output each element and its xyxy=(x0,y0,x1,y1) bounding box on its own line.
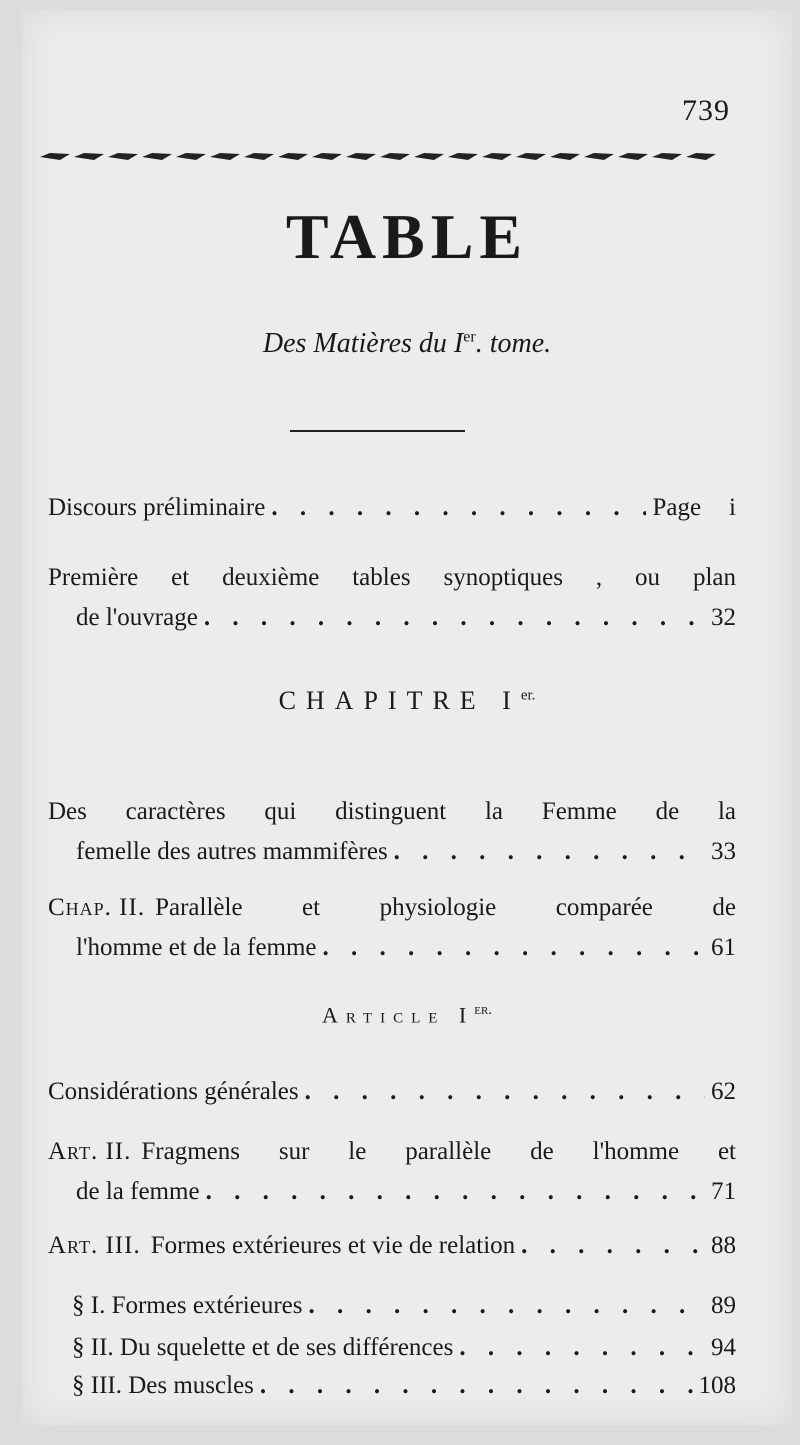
toc-entry-considerations xyxy=(48,1072,736,1112)
dot-leader xyxy=(204,598,705,638)
entry-prefix: Art. III. xyxy=(48,1232,141,1259)
entry-text: § I. Formes extérieures xyxy=(72,1292,303,1319)
entry-page: 61 xyxy=(711,934,736,961)
toc-entry-caracteres xyxy=(48,792,736,872)
entry-page: 88 xyxy=(711,1232,736,1259)
entry-page: 71 xyxy=(711,1178,736,1205)
toc-entry-discours xyxy=(48,488,736,528)
chapter-heading-sup: er. xyxy=(520,687,536,704)
entry-line1: Des caractères qui distinguent la Femme de la xyxy=(48,798,736,825)
main-title: TABLE xyxy=(285,201,529,272)
entry-page: i xyxy=(729,494,736,521)
book-page xyxy=(22,10,792,1425)
article-heading-sup: er. xyxy=(474,1002,493,1018)
entry-line2: femelle des autres mammifères xyxy=(76,838,388,865)
entry-line1: Fragmens sur le parallèle de l'homme et xyxy=(141,1138,736,1165)
entry-line2: de la femme xyxy=(76,1178,200,1205)
chapter-heading xyxy=(22,686,792,716)
entry-page: 94 xyxy=(711,1334,736,1361)
toc-entry-s3 xyxy=(72,1366,736,1406)
entry-page: 32 xyxy=(711,604,736,631)
toc-entry-s1 xyxy=(72,1286,736,1326)
entry-page-label: Page xyxy=(652,494,702,521)
entry-line2: l'homme et de la femme xyxy=(76,934,317,961)
page-number: 739 xyxy=(682,94,730,127)
article-heading-text: Article I xyxy=(321,1002,475,1028)
entry-line1: Parallèle et physiologie comparée de xyxy=(155,894,736,921)
entry-text: Discours préliminaire xyxy=(48,494,266,521)
toc-entry-tables xyxy=(48,558,736,638)
toc-entry-art2 xyxy=(48,1132,736,1212)
entry-line1: Première et deuxième tables synoptiques , ou plan xyxy=(48,564,736,591)
dot-leader xyxy=(521,1226,705,1266)
entry-text: Formes extérieures et vie de relation xyxy=(150,1232,516,1259)
entry-page: 89 xyxy=(711,1292,736,1319)
subtitle-text: Des Matières du I xyxy=(262,328,464,359)
entry-text: § III. Des muscles xyxy=(72,1372,254,1399)
dot-leader xyxy=(323,928,705,968)
toc-entry-s2 xyxy=(72,1328,736,1368)
toc-entry-chap2 xyxy=(48,888,736,968)
dot-leader xyxy=(459,1328,705,1368)
article-heading xyxy=(22,1002,792,1028)
entry-line2: de l'ouvrage xyxy=(76,604,198,631)
dot-leader xyxy=(206,1172,705,1212)
dot-leader xyxy=(308,1286,705,1326)
entry-text: Considérations générales xyxy=(48,1078,299,1105)
subtitle xyxy=(22,328,792,360)
subtitle-sup: er xyxy=(463,328,476,346)
dot-leader xyxy=(305,1072,705,1112)
title-divider xyxy=(290,430,465,432)
entry-text: § II. Du squelette et de ses différences xyxy=(72,1334,454,1361)
entry-page: 108 xyxy=(698,1372,736,1399)
dot-leader xyxy=(260,1366,693,1406)
ornamental-rule xyxy=(40,150,730,164)
dot-leader xyxy=(271,488,646,528)
entry-page: 33 xyxy=(711,838,736,865)
subtitle-suffix: . tome. xyxy=(475,328,552,359)
chapter-heading-text: CHAPITRE I xyxy=(278,686,521,715)
entry-prefix: Chap. II. xyxy=(48,894,146,921)
entry-page: 62 xyxy=(711,1078,736,1105)
dot-leader xyxy=(394,832,705,872)
toc-entry-art3 xyxy=(48,1226,736,1266)
entry-prefix: Art. II. xyxy=(48,1138,132,1165)
